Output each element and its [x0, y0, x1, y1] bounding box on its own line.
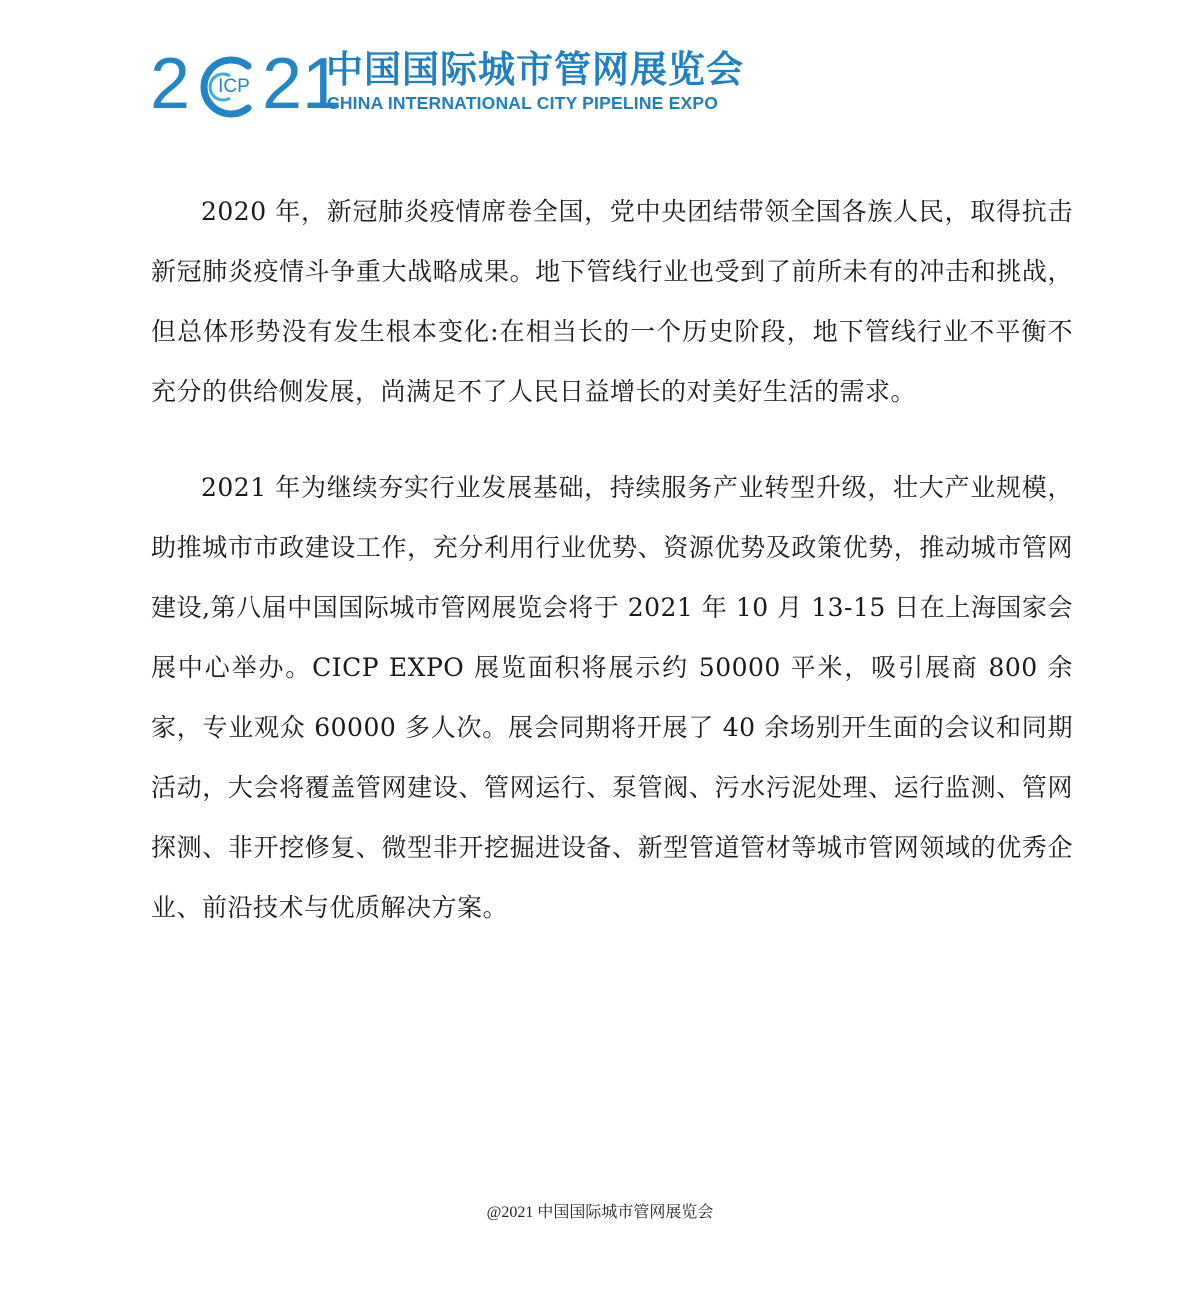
page-footer: @2021 中国国际城市管网展览会 — [486, 1204, 714, 1221]
article-body — [151, 182, 1073, 974]
logo-title-en: CHINA INTERNATIONAL CITY PIPELINE EXPO — [327, 93, 719, 113]
logo-year-digit: 2 — [262, 44, 301, 124]
logo-badge: ICP — [218, 76, 250, 97]
logo-year-digit: 1 — [302, 44, 341, 124]
logo-title-cn: 中国国际城市管网展览会 — [326, 48, 744, 91]
expo-logo — [150, 44, 790, 124]
paragraph: 2021 年为继续夯实行业发展基础，持续服务产业转型升级，壮大产业规模，助推城市市政建设工作，充分利用行业优势、资源优势及政策优势，推动城市管网 建设,第八届中国国际城市管网展览会将于 2021 年 10 月 13-15 日在上海国家会展中心举办。CICP EXPO 展览面积将展示约 50000 平米，吸引展商 800 余家，专业观众 60000 多人次。展会同期将开展了 40 余场别开生面的会议和同期活动，大会将覆盖管网建设、管网运行、泵管阀、污水污泥处理、运行监测、管网探测、非开挖修复、微型非开挖掘进设备、新型管道管材等城市管网领域的优秀企业、前沿技术与优质解决方案。 — [151, 473, 1073, 922]
logo-year-digit: 2 — [150, 44, 189, 124]
paragraph: 2020 年，新冠肺炎疫情席卷全国，党中央团结带领全国各族人民，取得抗击新冠肺炎疫情斗争重大战略成果。地下管线行业也受到了前所未有的冲击和挑战，但总体形势没有发生根本变化:在相当长的一个历史阶段，地下管线行业不平衡不充分的供给侧发展，尚满足不了人民日益增长的对美好生活的需求。 — [151, 197, 1073, 406]
